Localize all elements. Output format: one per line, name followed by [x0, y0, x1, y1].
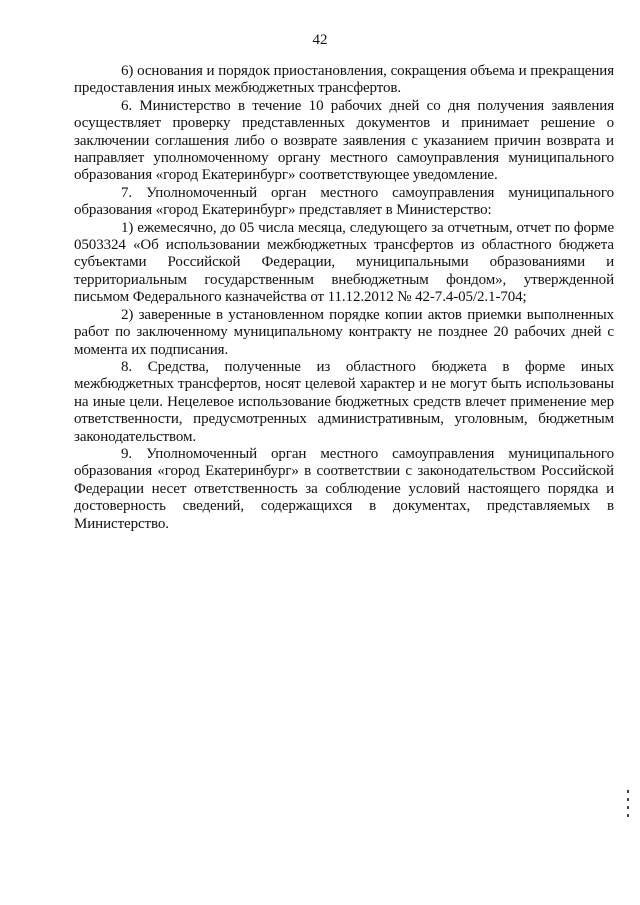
- paragraph-9-responsibility: 9. Уполномоченный орган местного самоуправления муниципального образования «город Екатеринбург» в соответствии с законодательством Российской Федерации несет ответственность за соблюдение условий настоящего порядка и достоверность сведений, содержащихся в документах, представляемых в Министерство.: [74, 445, 614, 532]
- scan-margin-mark: [627, 814, 629, 817]
- paragraph-item-6-suspension-grounds: 6) основания и порядок приостановления, сокращения объема и прекращения предоставления иных межбюджетных трансфертов.: [74, 63, 614, 97]
- paragraph-7-item-1-monthly-report: 1) ежемесячно, до 05 числа месяца, следующего за отчетным, отчет по форме 0503324 «Об использовании межбюджетных трансфертов из областного бюджета субъектами Российской Федерации, муниципальными образованиями и территориальным государственным внебюджетным фондом», утвержденной письмом Федерального казначейства от 11.12.2012 № 42-7.4-05/2.1-704;: [74, 219, 614, 306]
- scan-margin-mark: [627, 790, 629, 793]
- page-number: 42: [312, 32, 328, 48]
- document-body: [74, 63, 614, 533]
- paragraph-6-ministry-review: 6. Министерство в течение 10 рабочих дней со дня получения заявления осуществляет проверку представленных документов и принимает решение о заключении соглашения либо о возврате заявления с указанием причин возврата и направляет уполномоченному органу местного самоуправления муниципального образования «город Екатеринбург» соответствующее уведомление.: [74, 97, 614, 184]
- scan-margin-mark: [627, 806, 629, 809]
- paragraph-7-reporting: 7. Уполномоченный орган местного самоуправления муниципального образования «город Екатеринбург» представляет в Министерство:: [74, 184, 614, 219]
- paragraph-7-item-2-acceptance-acts: 2) заверенные в установленном порядке копии актов приемки выполненных работ по заключенному муниципальному контракту не позднее 20 рабочих дней с момента их подписания.: [74, 306, 614, 358]
- scan-margin-mark: [627, 798, 629, 801]
- paragraph-8-targeted-use: 8. Средства, полученные из областного бюджета в форме иных межбюджетных трансфертов, носят целевой характер и не могут быть использованы на иные цели. Нецелевое использование бюджетных средств влечет применение мер ответственности, предусмотренных административным, уголовным, бюджетным законодательством.: [74, 358, 614, 445]
